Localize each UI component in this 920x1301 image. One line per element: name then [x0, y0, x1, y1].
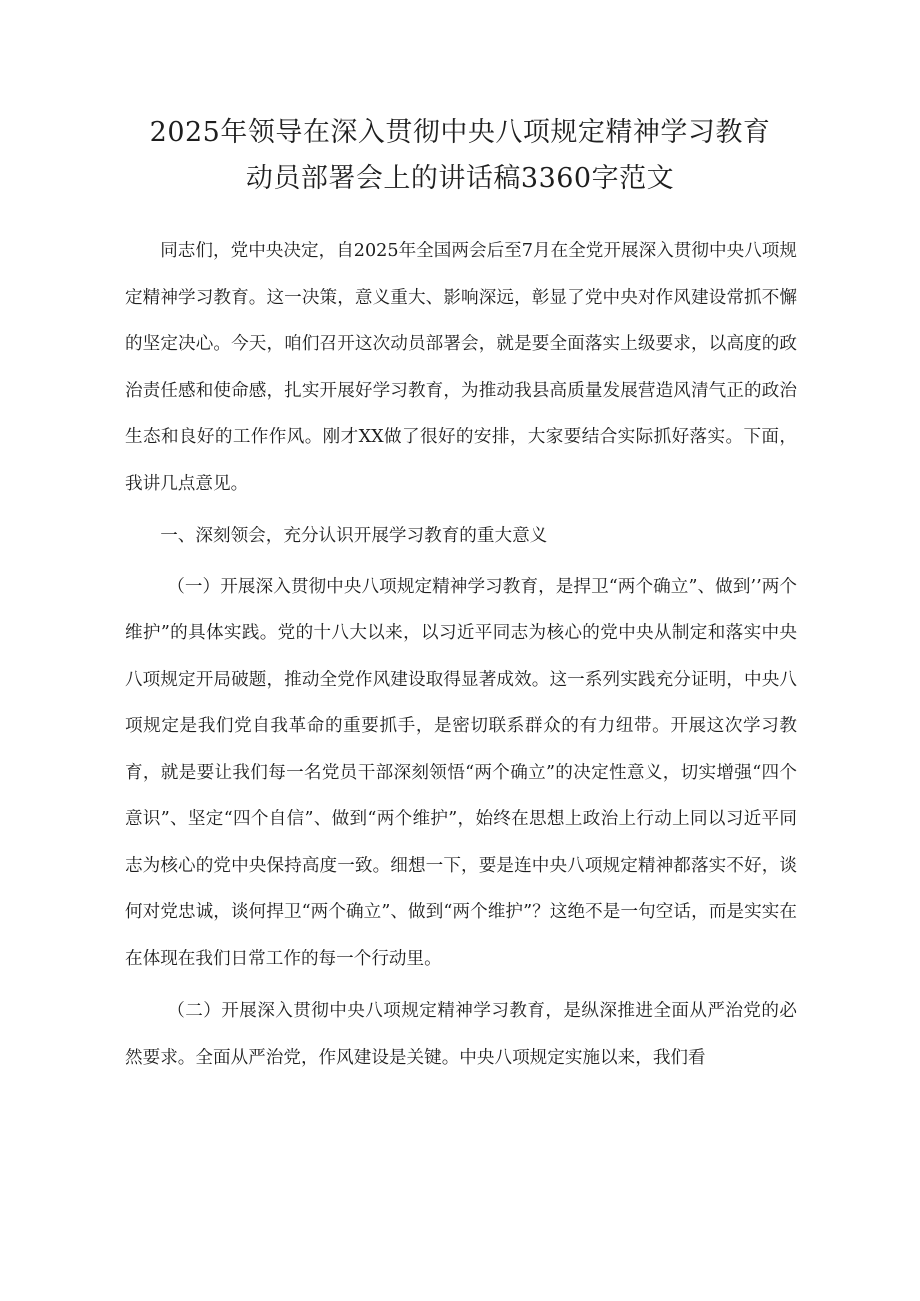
title-line-1: 2025年领导在深入贯彻中央八项规定精神学习教育 [149, 117, 771, 148]
document-body [125, 228, 797, 1087]
paragraph-point-1: （一）开展深入贯彻中央八项规定精神学习教育，是捍卫“两个确立”、做到’’两个维护”的具体实践。党的十八大以来，以习近平同志为核心的党中央从制定和落实中央八项规定开局破题，推动全党作风建设取得显著成效。这一系列实践充分证明，中央八项规定是我们党自我革命的重要抓手，是密切联系群众的有力纽带。开展这次学习教育，就是要让我们每一名党员干部深刻领悟“两个确立”的决定性意义，切实增强“四个意识”、坚定“四个自信”、做到“两个维护”，始终在思想上政治上行动上同以习近平同志为核心的党中央保持高度一致。细想一下，要是连中央八项规定精神都落实不好，谈何对党忠诚，谈何捍卫“两个确立”、做到“两个维护”？这绝不是一句空话，而是实实在在体现在我们日常工作的每一个行动里。 [125, 576, 797, 969]
section-heading: 一、深刻领会，充分认识开展学习教育的重大意义 [160, 526, 548, 546]
paragraph-opening: 同志们，党中央决定，自2025年全国两会后至7月在全党开展深入贯彻中央八项规定精神学习教育。这一决策，意义重大、影响深远，彰显了党中央对作风建设常抓不懈的坚定决心。今天，咱们召开这次动员部署会，就是要全面落实上级要求，以高度的政治责任感和使命感，扎实开展好学习教育，为推动我县高质量发展营造风清气正的政治生态和良好的工作作风。刚才XX做了很好的安排，大家要结合实际抓好落实。下面，我讲几点意见。 [125, 241, 797, 494]
document-title [100, 110, 820, 156]
document-title-continued [100, 156, 820, 202]
paragraph-point-2: （二）开展深入贯彻中央八项规定精神学习教育，是纵深推进全面从严治党的必然要求。全面从严治党，作风建设是关键。中央八项规定实施以来，我们看 [125, 1001, 797, 1068]
title-line-2: 动员部署会上的讲话稿3360字范文 [245, 163, 675, 194]
